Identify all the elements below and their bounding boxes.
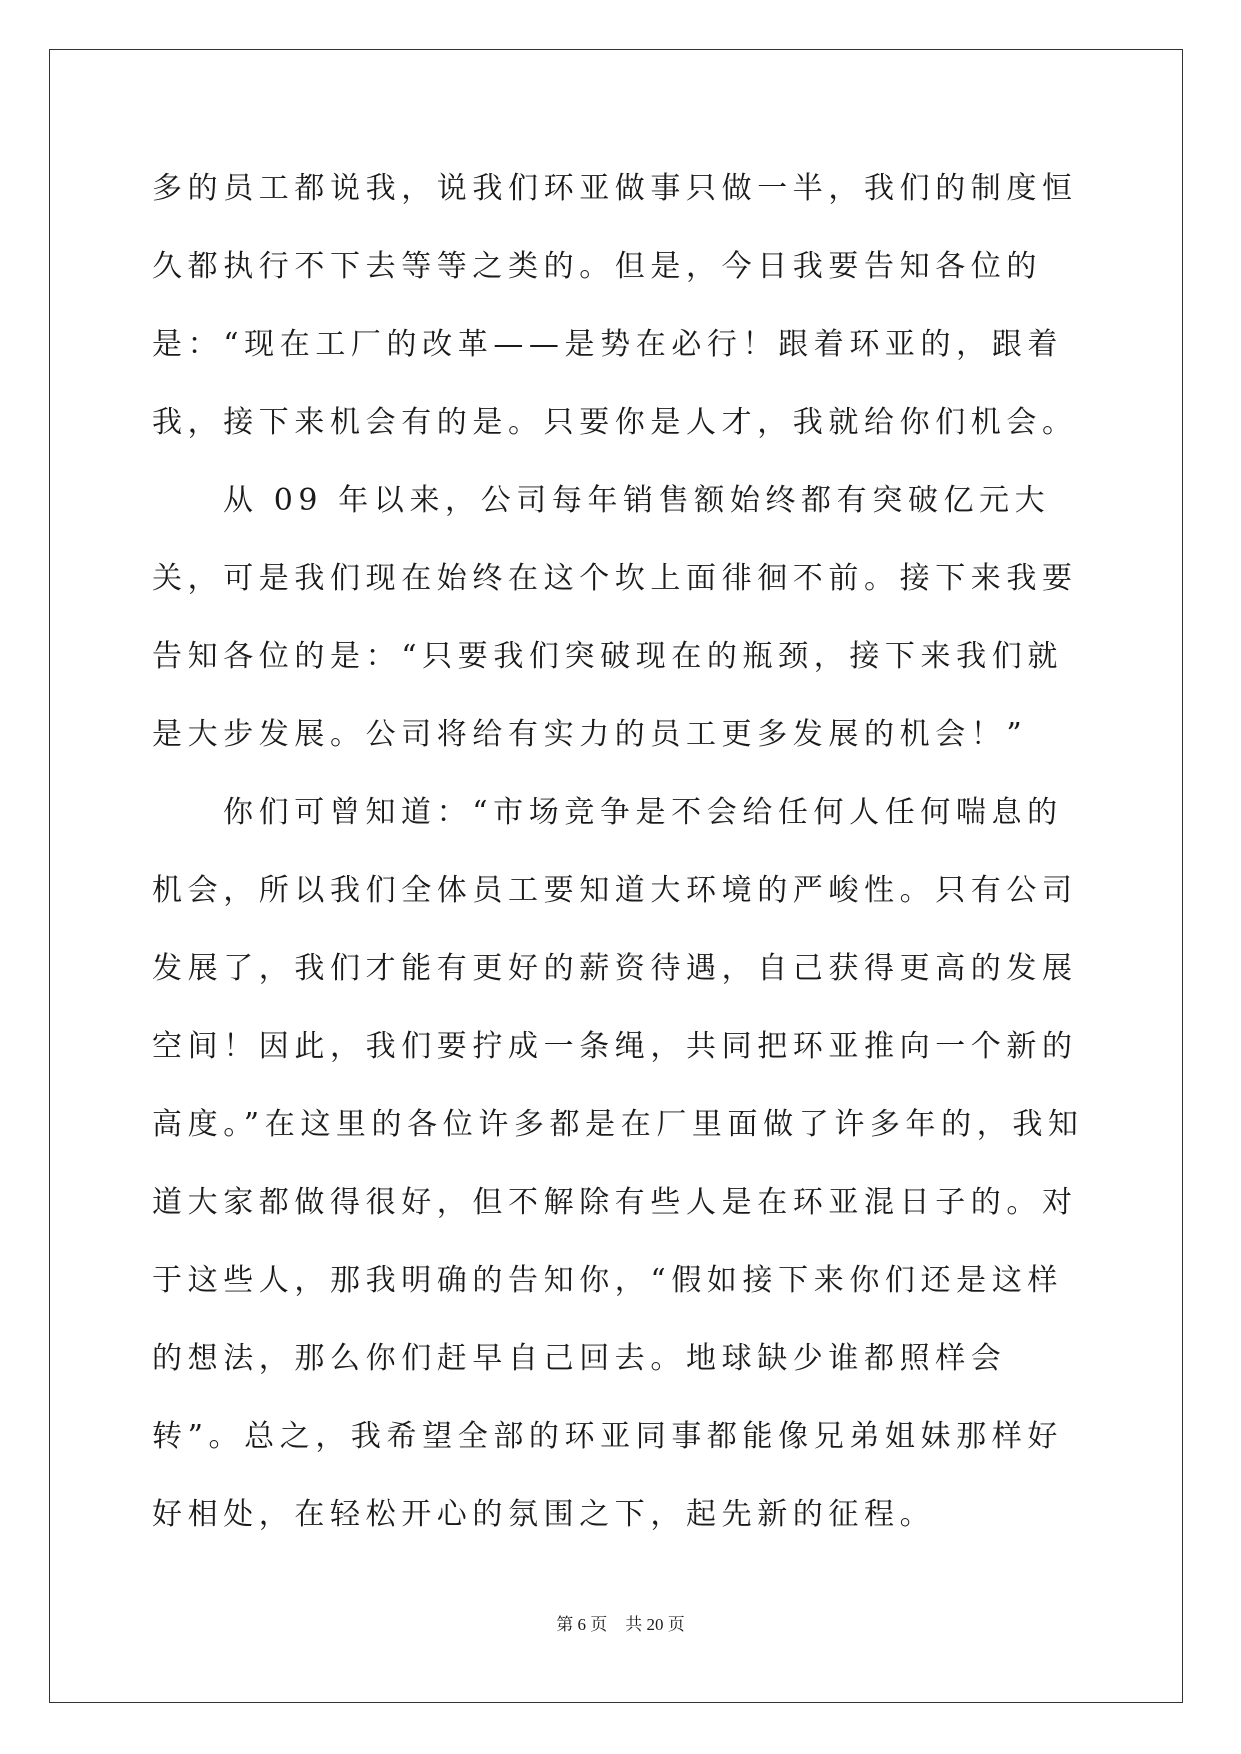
page-number: 第 6 页 bbox=[556, 1615, 608, 1634]
page-footer bbox=[0, 1610, 1241, 1635]
paragraph-1: 多的员工都说我，说我们环亚做事只做一半，我们的制度恒久都执行不下去等等之类的。但是，今日我要告知各位的是：“现在工厂的改革——是势在必行！跟着环亚的，跟着我，接下来机会有的是。只要你是人才，我就给你们机会。 bbox=[152, 171, 1078, 440]
paragraph-2: 从 09 年以来，公司每年销售额始终都有突破亿元大关，可是我们现在始终在这个坎上面徘徊不前。接下来我要告知各位的是：“只要我们突破现在的瓶颈，接下来我们就是大步发展。公司将给有实力的员工更多发展的机会！” bbox=[152, 483, 1078, 752]
total-pages: 共 20 页 bbox=[625, 1615, 685, 1634]
paragraph-3: 你们可曾知道：“市场竞争是不会给任何人任何喘息的机会，所以我们全体员工要知道大环境的严峻性。只有公司发展了，我们才能有更好的薪资待遇，自己获得更高的发展空间！因此，我们要拧成一条绳，共同把环亚推向一个新的高度。”在这里的各位许多都是在厂里面做了许多年的，我知道大家都做得很好，但不解除有些人是在环亚混日子的。对于这些人，那我明确的告知你，“假如接下来你们还是这样的想法，那么你们赶早自己回去。地球缺少谁都照样会转”。总之，我希望全部的环亚同事都能像兄弟姐妹那样好好相处，在轻松开心的氛围之下，起先新的征程。 bbox=[152, 795, 1084, 1532]
document-body bbox=[152, 150, 1088, 1554]
